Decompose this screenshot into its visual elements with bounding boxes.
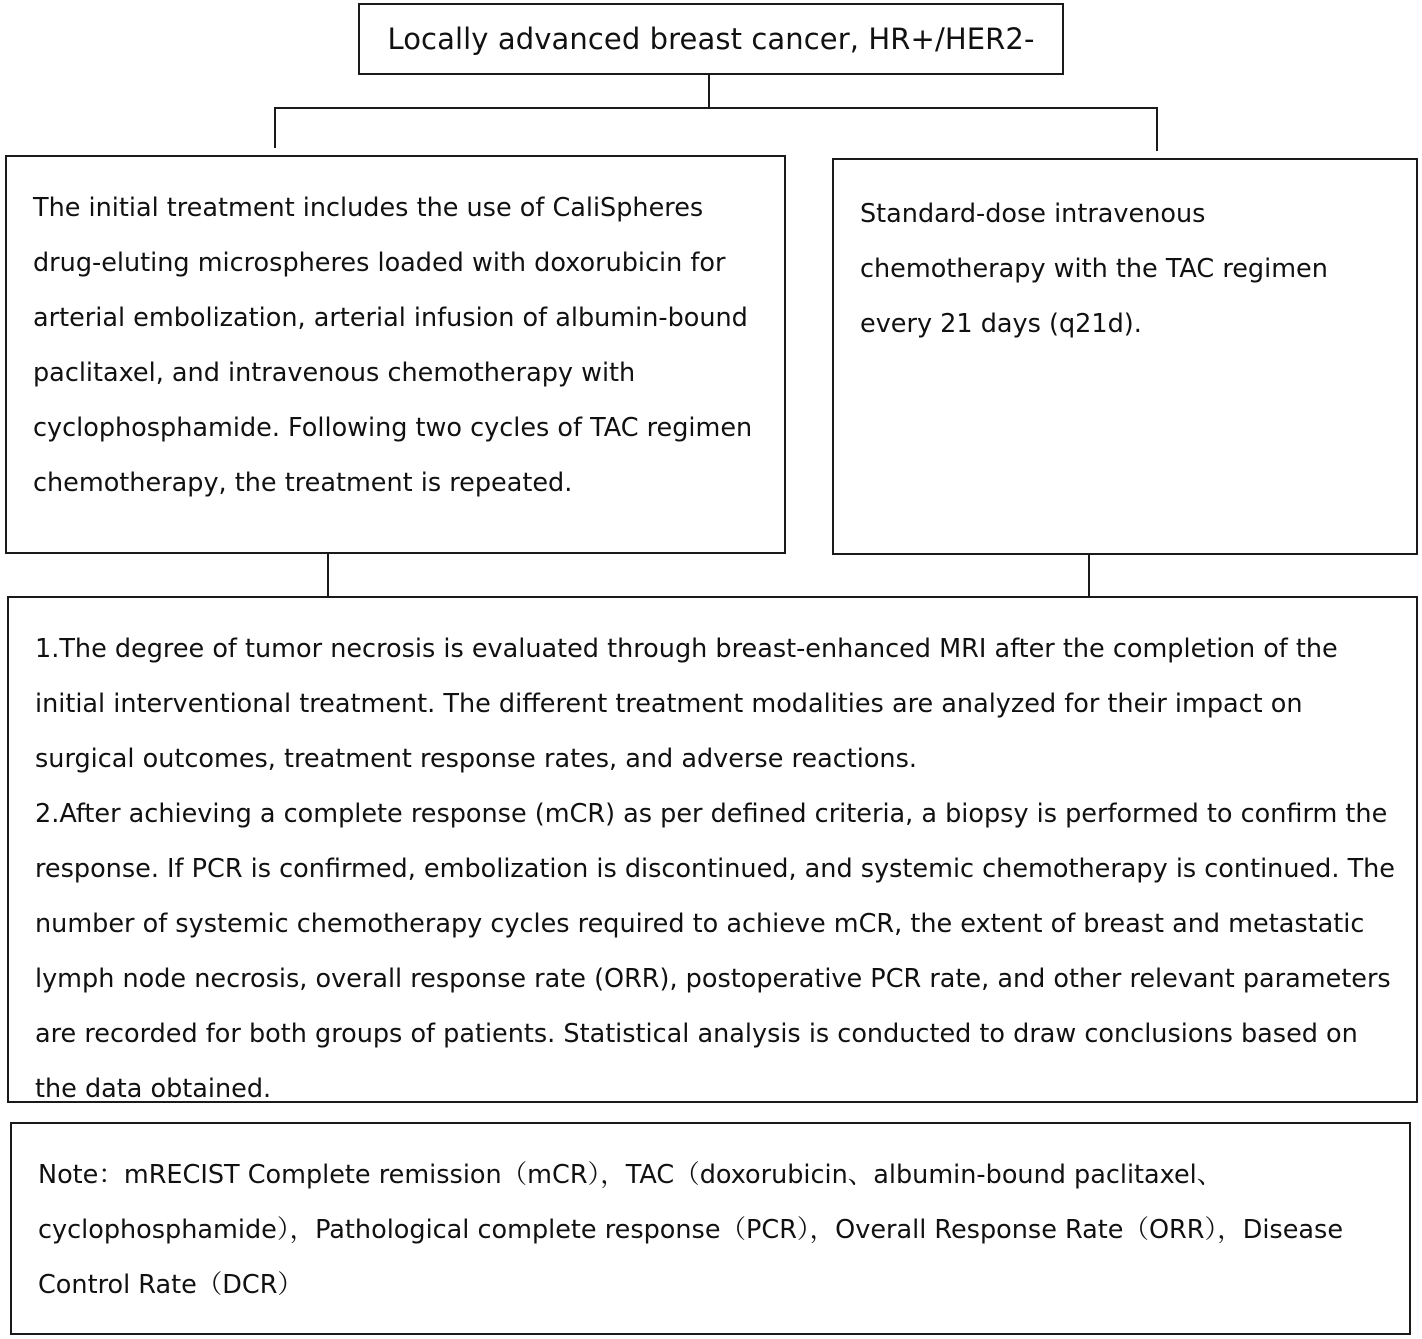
text-line: Standard-dose intravenous (860, 199, 1206, 229)
connector-to-left-box (274, 107, 276, 148)
standard-chemotherapy-text (860, 187, 1406, 352)
text-line: paclitaxel, and intravenous chemotherapy with (33, 358, 636, 388)
text-line: chemotherapy with the TAC regimen (860, 254, 1328, 284)
text-line: are recorded for both groups of patients. Statistical analysis is conducted to draw conclusions based on (35, 1019, 1358, 1049)
text-line: chemotherapy, the treatment is repeated. (33, 468, 573, 498)
evaluation-box (7, 596, 1418, 1103)
title-box (358, 3, 1064, 75)
text-line: the data obtained. (35, 1074, 272, 1104)
title-text: Locally advanced breast cancer, HR+/HER2- (387, 22, 1035, 56)
connector-title-down (708, 75, 710, 108)
text-line: The initial treatment includes the use of CaliSpheres (33, 193, 704, 223)
abbreviations-note-box (10, 1122, 1411, 1335)
text-line: 1.The degree of tumor necrosis is evaluated through breast-enhanced MRI after the completion of the (35, 634, 1338, 664)
connector-left-to-outcome (327, 554, 329, 596)
text-line: cyclophosphamide. Following two cycles of TAC regimen (33, 413, 753, 443)
text-line: surgical outcomes, treatment response rates, and adverse reactions. (35, 744, 917, 774)
evaluation-text (35, 622, 1410, 1117)
text-line: Control Rate（DCR） (38, 1270, 303, 1300)
text-line: initial interventional treatment. The different treatment modalities are analyzed for their impact on (35, 689, 1303, 719)
connector-right-to-outcome (1088, 555, 1090, 596)
abbreviations-note-text (38, 1148, 1403, 1313)
text-line: 2.After achieving a complete response (mCR) as per defined criteria, a biopsy is performed to confirm the (35, 799, 1388, 829)
text-line: lymph node necrosis, overall response rate (ORR), postoperative PCR rate, and other relevant parameters (35, 964, 1391, 994)
standard-chemotherapy-box (832, 158, 1418, 555)
text-line: response. If PCR is confirmed, embolization is discontinued, and systemic chemotherapy is continued. The (35, 854, 1395, 884)
connector-to-right-box (1156, 107, 1158, 151)
text-line: number of systemic chemotherapy cycles required to achieve mCR, the extent of breast and metastatic (35, 909, 1365, 939)
text-line: cyclophosphamide），Pathological complete response（PCR），Overall Response Rate（ORR），Disease (38, 1215, 1344, 1245)
text-line: every 21 days (q21d). (860, 309, 1142, 339)
interventional-treatment-box (5, 155, 786, 554)
text-line: Note：mRECIST Complete remission（mCR），TAC（doxorubicin、albumin-bound paclitaxel、 (38, 1160, 1223, 1190)
interventional-treatment-text (33, 181, 774, 511)
text-line: arterial embolization, arterial infusion of albumin-bound (33, 303, 748, 333)
connector-branch-horizontal (274, 107, 1158, 109)
text-line: drug-eluting microspheres loaded with doxorubicin for (33, 248, 726, 278)
